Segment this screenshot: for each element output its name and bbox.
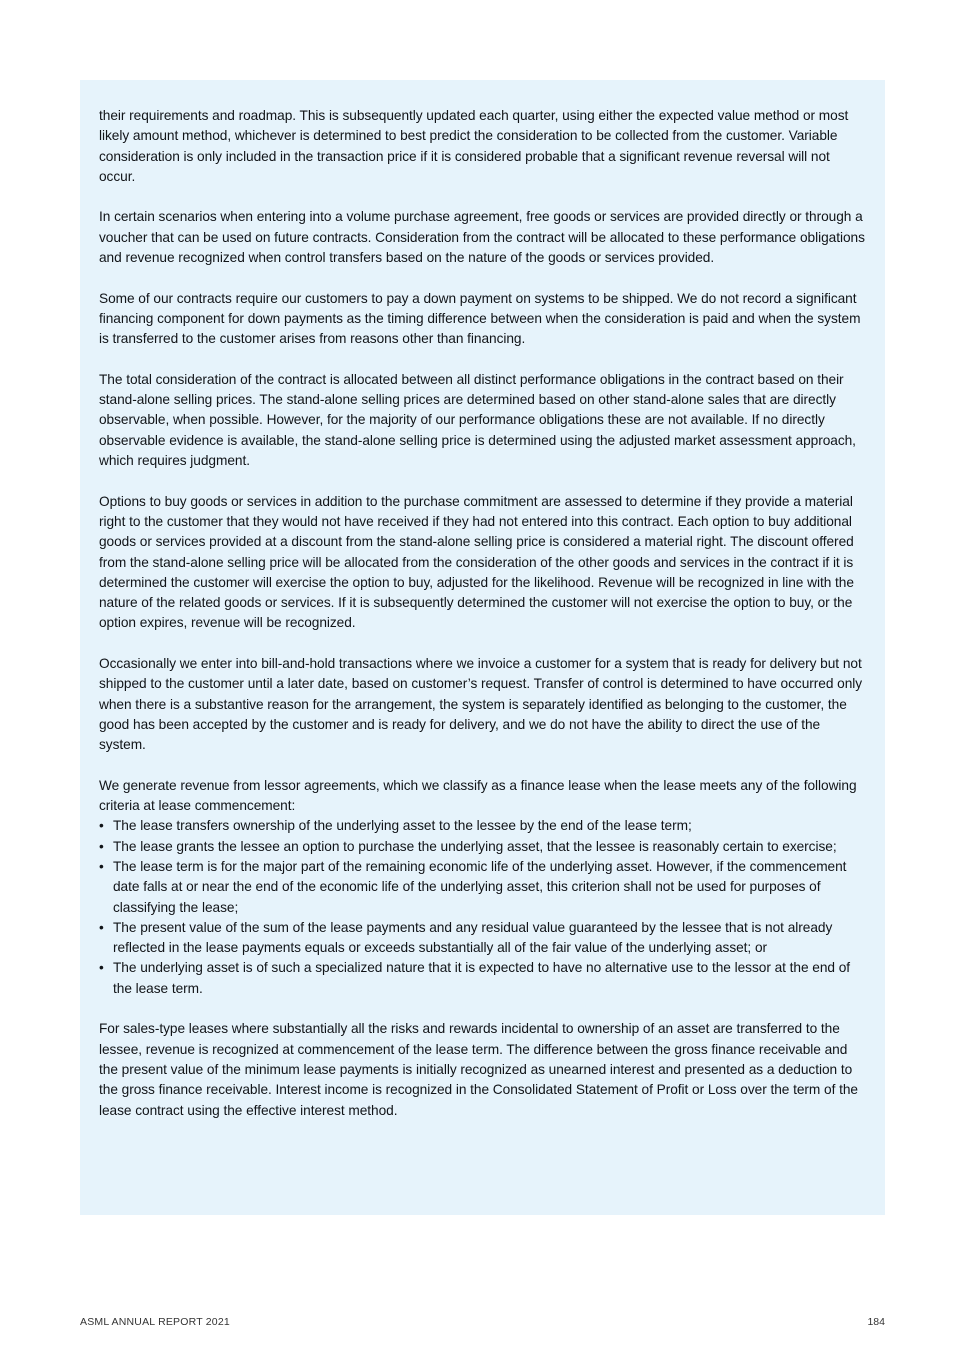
list-item-text: The lease grants the lessee an option to purchase the underlying asset, that the lessee is reasonably certain to exercise; xyxy=(113,838,837,854)
list-item xyxy=(99,837,869,857)
bullet-icon: • xyxy=(99,838,104,854)
bullet-icon: • xyxy=(99,960,104,976)
list-item-text: The lease transfers ownership of the underlying asset to the lessee by the end of the lease term; xyxy=(113,818,692,834)
list-item-text: The present value of the sum of the lease payments and any residual value guaranteed by the lessee that is not already reflected in the lease payments equals or exceeds substantially all of the fair value of the underlying asset; or xyxy=(113,919,833,956)
footer-report-title: ASML ANNUAL REPORT 2021 xyxy=(80,1316,230,1328)
paragraph-sales-type-leases: For sales-type leases where substantially all the risks and rewards incidental to ownership of an asset are transferred to the lessee, revenue is recognized at commencement of the lease term. The difference between the gross finance receivable and the present value of the minimum lease payments is initially recognized as unearned interest and presented as a deduction to the gross finance receivable. Interest income is recognized in the Consolidated Statement of Profit or Loss over the term of the lease contract using the effective interest method. xyxy=(99,1021,858,1118)
list-item-text: The lease term is for the major part of the remaining economic life of the underlying asset. However, if the commencement date falls at or near the end of the economic life of the underlying asset, this criterion shall not be used for purposes of classifying the lease; xyxy=(113,858,847,915)
paragraph-free-goods: In certain scenarios when entering into a volume purchase agreement, free goods or services are provided directly or through a voucher that can be used on future contracts. Consideration from the contract will be allocated to these performance obligations and revenue recognized when control transfers based on the nature of the goods or services provided. xyxy=(99,209,865,266)
bullet-icon: • xyxy=(99,818,104,834)
paragraph-down-payment: Some of our contracts require our customers to pay a down payment on systems to be shipped. We do not record a significant financing component for down payments as the timing difference between when the consideration is paid and when the system is transferred to the customer arises from reasons other than financing. xyxy=(99,290,861,347)
footer-page-number: 184 xyxy=(867,1316,885,1328)
bullet-icon: • xyxy=(99,919,104,935)
paragraph-options: Options to buy goods or services in addition to the purchase commitment are assessed to determine if they provide a material right to the customer that they would not have received if they had not entered into this contract. Each option to buy additional goods or services provided at a discount from the stand-alone selling price is considered a material right. The discount offered from the stand-alone selling price will be allocated from the consideration of the other goods and services in the contract if it is determined the customer will exercise the option to buy, adjusted for the likelihood. Revenue will be recognized in line with the nature of the related goods or services. If it is subsequently determined the customer will not exercise the option to buy, or the option expires, revenue will be recognized. xyxy=(99,493,854,631)
paragraph-variable-consideration: their requirements and roadmap. This is subsequently updated each quarter, using either the expected value method or most likely amount method, whichever is determined to best predict the consideration to be collected from the customer. Variable consideration is only included in the transaction price if it is considered probable that a significant revenue reversal will not occur. xyxy=(99,108,849,184)
paragraph-bill-and-hold: Occasionally we enter into bill-and-hold transactions where we invoice a customer for a system that is ready for delivery but not shipped to the customer until a later date, based on customer’s request. Transfer of control is determined to have occurred only when there is a substantive reason for the arrangement, the system is separately identified as belonging to the customer, the good has been accepted by the customer and is ready for delivery, and we do not have the ability to direct the use of the system. xyxy=(99,656,863,753)
paragraph-allocation: The total consideration of the contract is allocated between all distinct performance obligations in the contract based on their stand-alone selling prices. The stand-alone selling prices are determined based on other stand-alone sales that are directly observable, when possible. However, for the majority of our performance obligations these are not available. If no directly observable evidence is available, the stand-alone selling price is determined using the adjusted market assessment approach, which requires judgment. xyxy=(99,371,856,469)
list-item xyxy=(99,958,869,999)
content-panel xyxy=(80,80,885,1215)
bullet-icon: • xyxy=(99,858,104,874)
list-item-text: The underlying asset is of such a specialized nature that it is expected to have no alternative use to the lessor at the end of the lease term. xyxy=(113,960,851,996)
paragraph-lease-intro: We generate revenue from lessor agreements, which we classify as a finance lease when the lease meets any of the following criteria at lease commencement: xyxy=(99,777,857,814)
lease-criteria-list xyxy=(99,816,869,999)
list-item xyxy=(99,816,869,836)
list-item xyxy=(99,857,869,918)
list-item xyxy=(99,918,869,959)
